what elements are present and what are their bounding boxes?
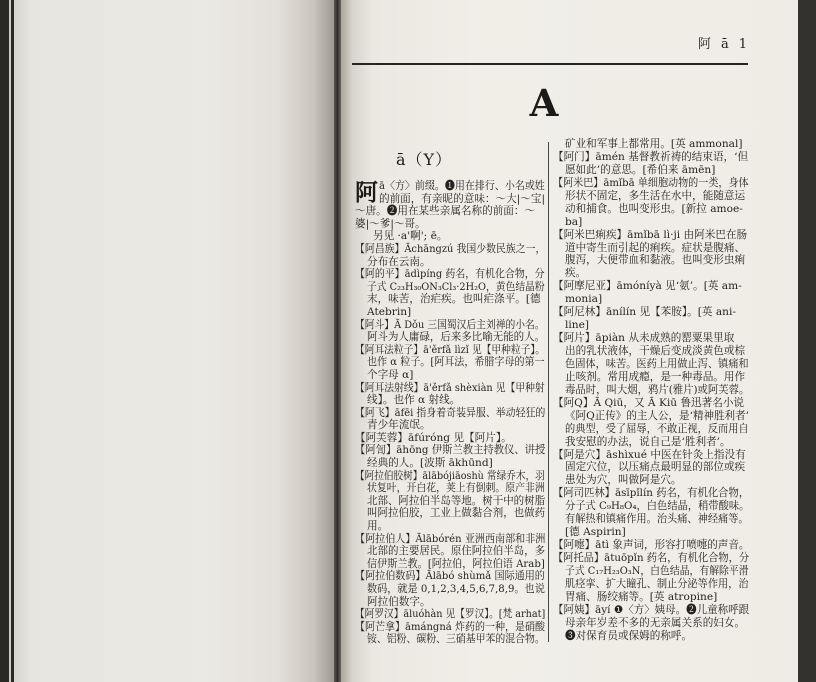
entry-line: 疾。 [565, 267, 587, 280]
entry-line: 阿拉伯数字。 [367, 595, 431, 608]
entry-line: 【阿芙蓉】āfúróng 见【阿片】。 [355, 431, 512, 444]
dictionary-entry [355, 444, 545, 469]
entry-line: 腹泻，大便带血和黏液。也叫变形虫痢 [565, 254, 746, 267]
entry-line: 北部的主要居民。原住阿拉伯半岛，多 [367, 545, 546, 558]
left-column [355, 180, 545, 646]
dictionary-entry [553, 229, 749, 281]
entry-line: 道中寄生而引起的痢疾。症状是腹痛、 [565, 241, 746, 254]
book-edge-right [798, 0, 816, 682]
entry-line: 患处为穴，叫做阿是穴。 [565, 474, 682, 487]
entry-line: 叫阿拉伯胶，工业上做黏合剂，也做药 [367, 507, 546, 520]
dictionary-entry [355, 533, 545, 571]
entry-line: 铵、铝粉、碳粉、三硝基甲苯的混合物。 [367, 633, 545, 646]
page-number: 1 [738, 37, 748, 52]
syllable-zhuyin: （Y） [406, 150, 453, 169]
entry-line: 的前面，有亲昵的意味：～大|～宝| [379, 192, 546, 205]
entry-line: 【阿訇】āhōng 伊斯兰教主持教仪、讲授 [355, 444, 546, 457]
entry-line: 经典的人。[波斯 ākhūnd] [367, 457, 493, 470]
entry-line: 数码，就是 0,1,2,3,4,5,6,7,8,9。也说 [367, 583, 545, 595]
entry-line: 也作 α 粒子。[阿耳法，希腊字母的第一 [367, 356, 545, 369]
dictionary-entry [553, 552, 749, 604]
syllable-pinyin: ā [396, 150, 407, 169]
entry-line: 【阿片】āpiàn 从未成熟的罂粟果里取 [553, 332, 735, 345]
dictionary-entry [553, 332, 749, 397]
column-divider [548, 142, 549, 642]
entry-line: 【阿拉伯人】Ālābórén 亚洲西南部和非洲 [355, 532, 546, 545]
entry-line: 动和捕食。也叫变形虫。[新拉 amoe- [565, 202, 743, 215]
dictionary-entry [355, 180, 545, 243]
entry-line: 末，味苦，治疟疾。也叫疟涤平。[德 [367, 293, 541, 306]
section-letter: A [529, 81, 559, 125]
entry-line: 用。 [367, 520, 389, 533]
entry-line: 北部、阿拉伯半岛等地。树干中的树脂 [367, 494, 546, 507]
entry-line: 【阿耳法粒子】ā'ěrfǎ lìzǐ 见【甲种粒子】。 [355, 343, 545, 356]
header-rule [352, 63, 748, 65]
entry-line: 阿斗为人庸碌，后来多比喻无能的人。 [367, 331, 546, 344]
entry-line: 【阿芒拿】āmángná 炸药的一种，是硝酸 [355, 620, 546, 633]
entry-line: 【阿是穴】āshìxué 中医在针灸上指没有 [553, 448, 746, 461]
dictionary-entry [355, 608, 545, 621]
entry-line: 毒品时，叫大烟，鸦片(雅片)或阿芙蓉。 [565, 383, 750, 396]
dictionary-entry [355, 621, 545, 646]
entry-line: 色固体，味苦。医药上用做止泻、镇痛和 [565, 357, 749, 370]
book-gutter [334, 0, 341, 682]
entry-line: 止咳剂。常用成瘾，是一种毒品。用作 [565, 370, 746, 383]
entry-line: 【阿耳法射线】ā'ěrfǎ shèxiàn 见【甲种射 [355, 381, 545, 394]
entry-line: 我安慰的办法，说自己是‘胜利者’。 [565, 435, 731, 448]
dictionary-entry [355, 243, 545, 268]
entry-line: 有解热和镇痛作用。治头痛、神经痛等。 [565, 513, 749, 526]
entry-line: 【阿昌族】Āchāngzú 我国少数民族之一， [355, 242, 546, 255]
dictionary-entry [355, 268, 545, 318]
entry-line: monia] [565, 293, 603, 306]
dictionary-entry [553, 397, 749, 449]
entry-line: 愿如此’的意思。[希伯来 āmēn] [565, 163, 716, 176]
dictionary-entry [553, 177, 749, 229]
entry-line: 【阿司匹林】āsīpǐlín 药名，有机化合物， [553, 487, 750, 500]
entry-line: [德 Aspirin] [565, 526, 626, 539]
entry-line: 分布在云南。 [367, 255, 431, 268]
entry-line: 线】。也作 α 射线。 [367, 394, 461, 407]
entry-line: 【阿米巴痢疾】āmǐbā lì·ji 由阿米巴在肠 [553, 228, 748, 241]
entry-line: ❸对保育员或保姆的称呼。 [565, 629, 693, 642]
entry-line: 【阿摩尼亚】āmóníyà 见‘氨’。[英 am- [553, 280, 742, 293]
entry-line: 状复叶，开白花，荚上有倒刺。原产非洲 [367, 482, 545, 495]
entry-line: 肌痉挛、扩大瞳孔、制止分泌等作用，治 [565, 577, 749, 590]
entry-line: 【阿门】āmén 基督教祈祷的结束语，‘但 [553, 150, 749, 163]
dictionary-entry [553, 487, 749, 539]
entry-line: 【阿拉伯胶树】ālābójiāoshù 常绿乔木，羽 [355, 469, 545, 482]
entry-line: 【阿斗】Ā Dǒu 三国蜀汉后主刘禅的小名。 [355, 318, 545, 331]
entry-line: 【阿的平】ādìpíng 药名，有机化合物，分 [355, 268, 545, 281]
right-column [553, 138, 749, 643]
running-head-pinyin: ā [721, 37, 729, 52]
entry-line: ～唐。❷用在某些亲属名称的前面：～ [355, 205, 536, 218]
headword-character: 阿 [355, 179, 378, 206]
entry-line: 子式 C₂₃H₃₀ON₃Cl₃·2H₂O，黄色结晶粉 [367, 280, 545, 293]
dictionary-entry [355, 470, 545, 533]
dictionary-entry [355, 344, 545, 382]
dictionary-entry [355, 382, 545, 407]
entry-line: line] [565, 319, 590, 332]
entry-line: 个字母 α] [367, 368, 414, 381]
entry-continuation [553, 138, 749, 151]
entry-line: 固定穴位，以压痛点最明显的部位或疾 [565, 461, 746, 474]
dictionary-entry [355, 432, 545, 445]
entry-line: 形状不固定，多生活在水中，能随意运 [565, 189, 746, 202]
entry-line: 《阿Q正传》的主人公，是‘精神胜利者’ [565, 409, 749, 422]
dictionary-entry [553, 306, 749, 332]
entry-line: 【阿嚏】ātì 象声词，形容打喷嚏的声音。 [553, 539, 750, 552]
entry-line: 分子式 C₉H₈O₄，白色结晶，稍带酸味。 [565, 500, 750, 513]
entry-line: 婆|～爹|～哥。 [355, 217, 426, 230]
syllable-heading [396, 150, 452, 170]
dictionary-entry [553, 449, 749, 488]
entry-line: 【阿米巴】āmǐbā 单细胞动物的一类，身体 [553, 176, 749, 189]
entry-line: ā〈方〉前缀。❶用在排行、小名或姓 [379, 180, 545, 192]
entry-line: 【阿飞】āfēi 指身着奇装异服、举动轻狂的 [355, 406, 546, 419]
entry-line: 信伊斯兰教。[阿拉伯，阿拉伯语 Arab] [367, 557, 545, 570]
running-head-word: 阿 [698, 37, 712, 52]
running-head [698, 37, 747, 53]
entry-line: 胃痛、肠绞痛等。[英 atropine] [565, 590, 718, 603]
dictionary-entry [355, 319, 545, 344]
dictionary-entry [553, 604, 749, 643]
entry-line: 出的乳状液体，干燥后变成淡黄色或棕 [565, 345, 746, 357]
entry-line: 青少年流氓。 [367, 419, 431, 432]
entry-line: 的典型，受了屈辱，不敢正视，反而用自 [565, 422, 749, 435]
dictionary-entry [553, 280, 749, 306]
entry-line: 【阿托品】ātuōpǐn 药名，有机化合物，分 [553, 552, 750, 564]
entry-line: 另见 ·a'啊'; ē。 [373, 230, 448, 243]
entry-line: Atebrin] [367, 305, 412, 318]
dictionary-entry [553, 151, 749, 177]
entry-line: 【阿尼林】ānílín 见【苯胺】。[英 ani- [553, 306, 736, 319]
entry-line: 母亲年岁差不多的无亲属关系的妇女。 [565, 616, 746, 629]
entry-line: 【阿Q】Ā Qiū，又 Ā Kiū 鲁迅著名小说 [553, 396, 745, 409]
entry-line: 【阿罗汉】āluóhàn 见【罗汉】。[梵 arhat] [355, 608, 546, 621]
dictionary-entry [355, 407, 545, 432]
left-page [14, 0, 336, 682]
entry-line: 子式 C₁₇H₂₃O₃N，白色结晶，有解除平滑 [565, 564, 749, 577]
dictionary-entry [553, 539, 749, 552]
entry-line: ba] [565, 215, 583, 228]
dictionary-entry [355, 570, 545, 608]
entry-line: 矿业和军事上都常用。[英 ammonal] [565, 138, 743, 150]
entry-line: 【阿姨】āyí ❶〈方〉姨母。❷儿童称呼跟 [553, 603, 750, 616]
book-edge [9, 0, 11, 682]
entry-line: 【阿拉伯数码】Ālābó shùmǎ 国际通用的 [355, 570, 545, 583]
